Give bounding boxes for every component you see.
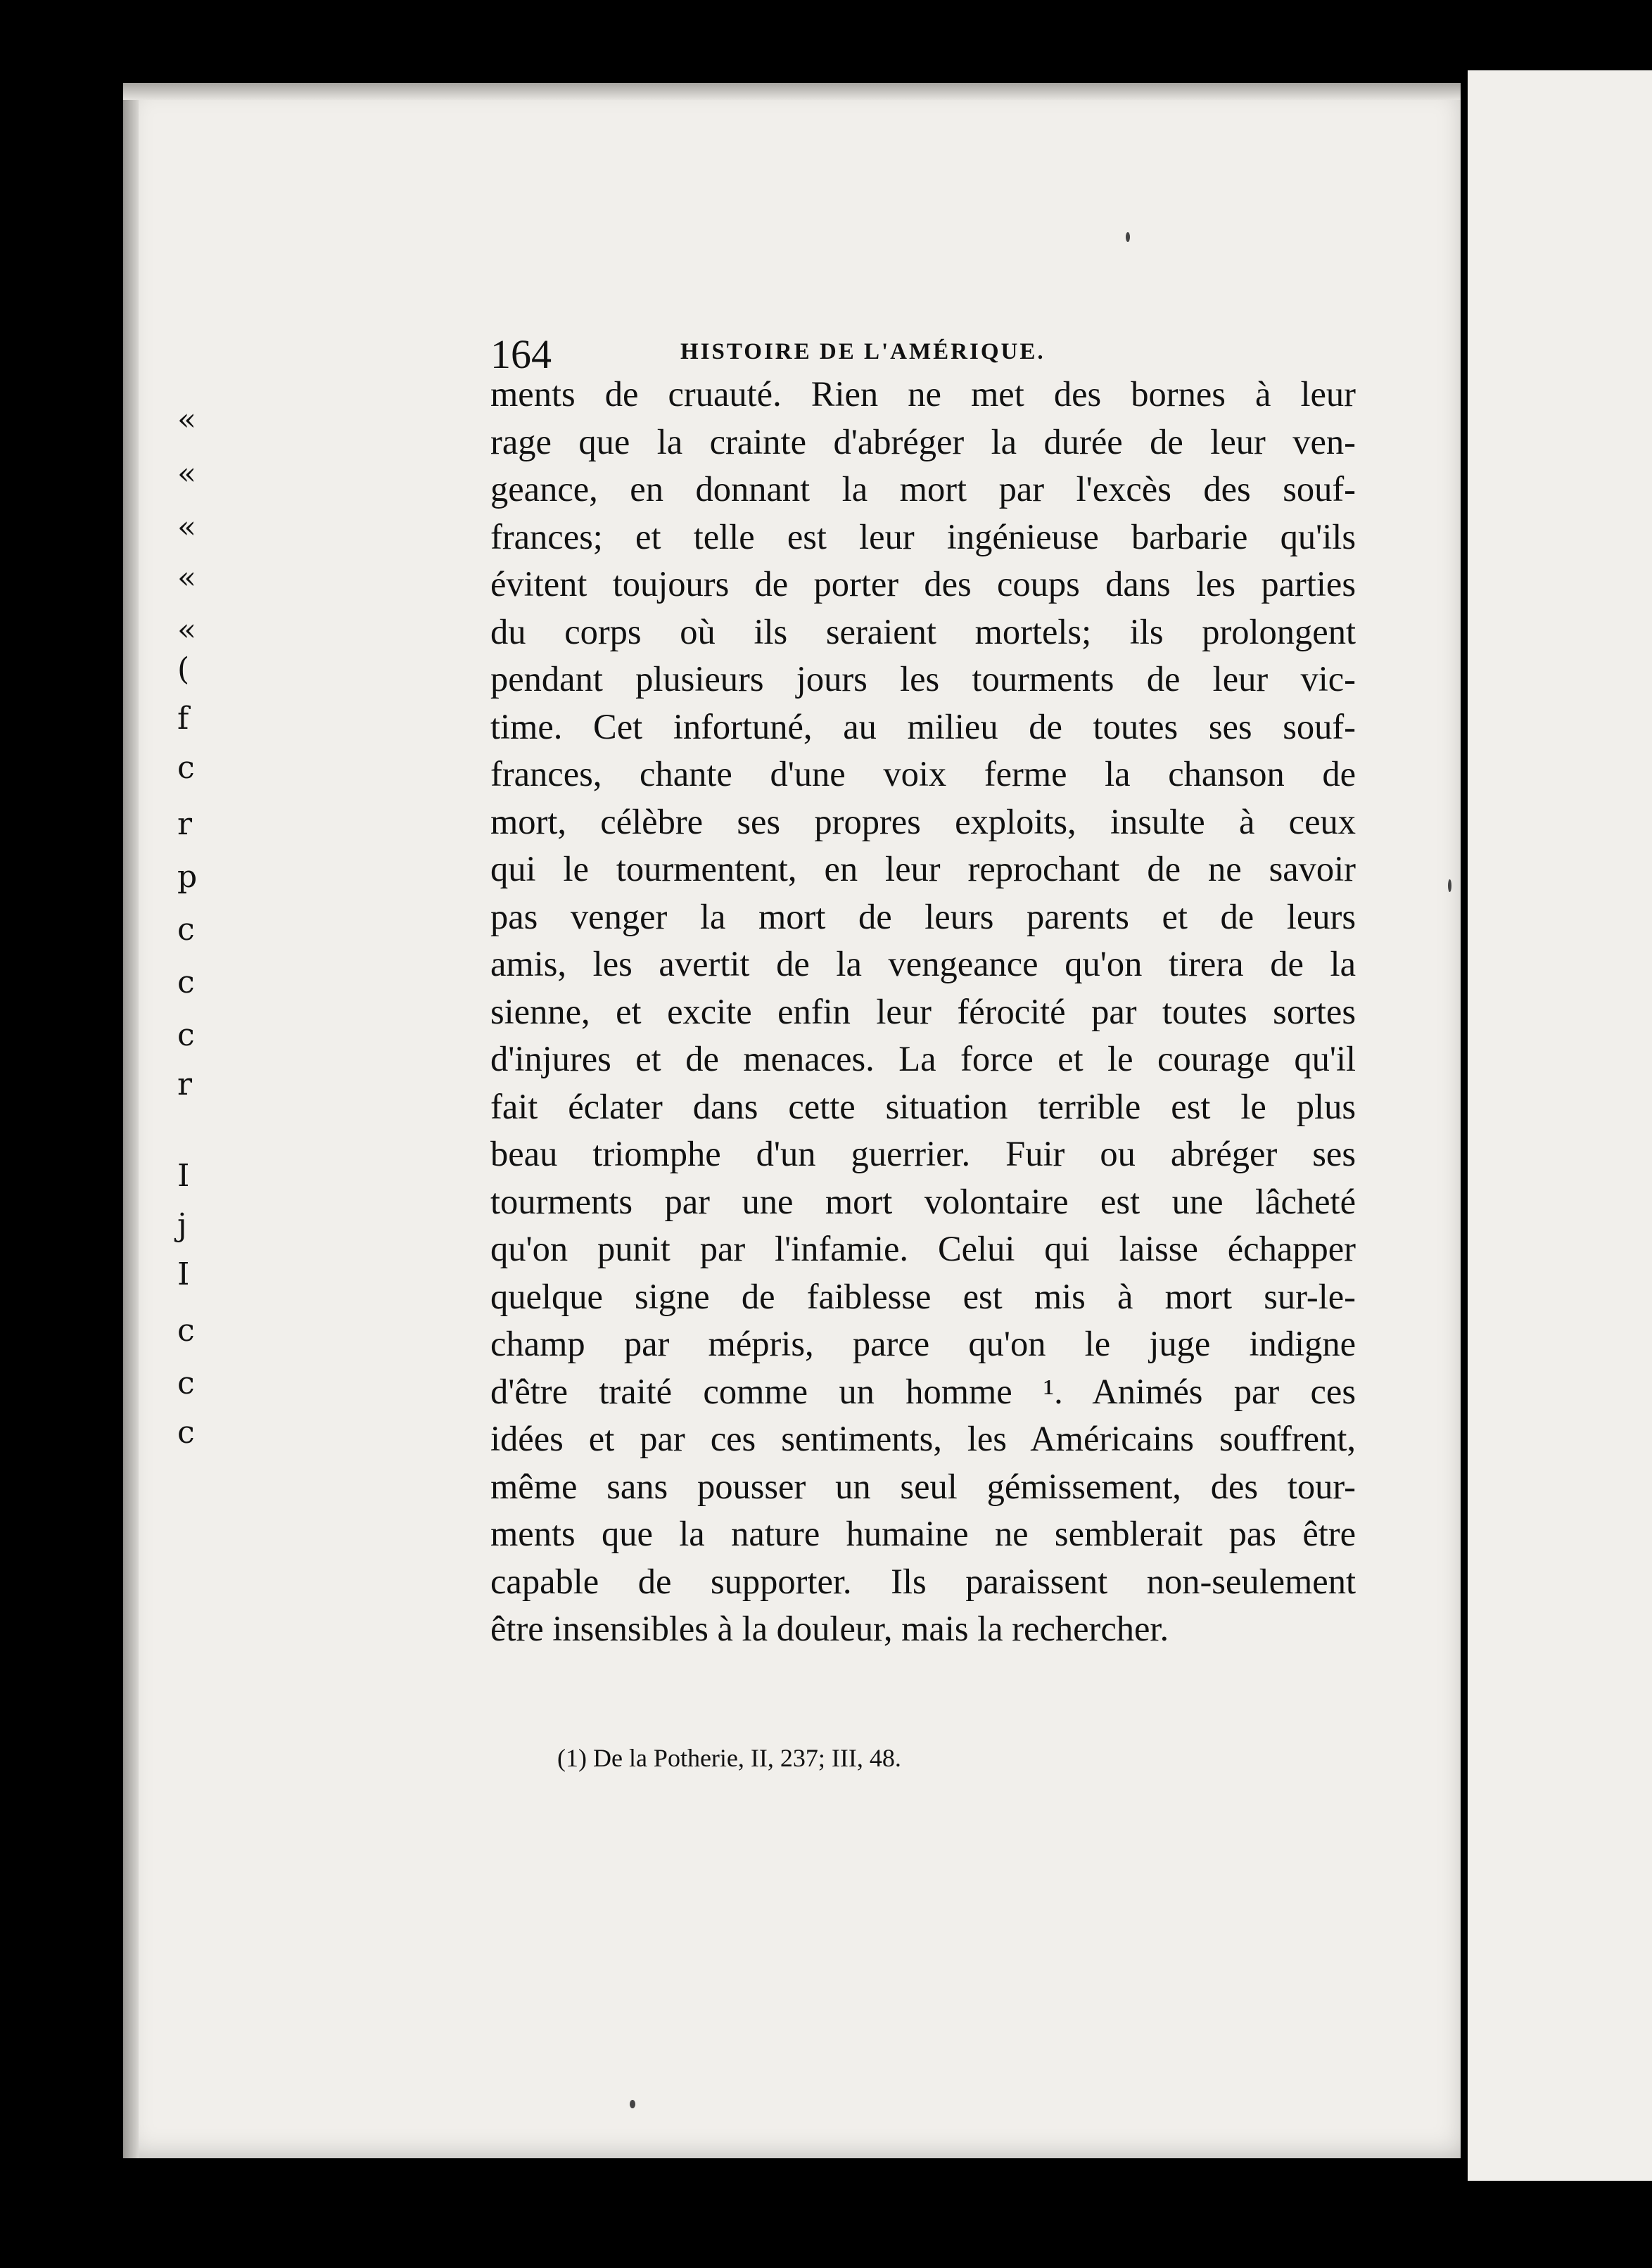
text-line: time. Cet infortuné, au milieu de toutes ses souf-: [490, 706, 1356, 746]
text-line: rage que la crainte d'abréger la durée de leur ven-: [490, 421, 1356, 461]
text-line: sienne, et excite enfin leur férocité par toutes sortes: [490, 991, 1356, 1031]
adjacent-page-glyph: «: [177, 509, 196, 545]
footnote: (1) De la Potherie, II, 237; III, 48.: [557, 1744, 901, 1772]
adjacent-page-glyph: «: [177, 612, 196, 648]
adjacent-page-glyph: (: [177, 651, 190, 687]
adjacent-page-glyph: I: [177, 1256, 190, 1292]
running-title: HISTOIRE DE L'AMÉRIQUE.: [680, 339, 1046, 364]
adjacent-page-glyph: «: [177, 456, 196, 492]
text-line: tourments par une mort volontaire est une lâcheté: [490, 1181, 1356, 1221]
text-line: évitent toujours de porter des coups dans les parties: [490, 564, 1356, 604]
text-line: idées et par ces sentiments, les Américains souffrent,: [490, 1419, 1356, 1458]
text-line: ments que la nature humaine ne semblerait pas être: [490, 1514, 1356, 1553]
page-edge-left: [123, 83, 139, 2158]
adjacent-page-glyph: c: [177, 1415, 195, 1451]
adjacent-page-glyph: r: [177, 1066, 193, 1102]
adjacent-page-glyph: c: [177, 1365, 195, 1401]
scan-speck: [630, 2100, 635, 2108]
text-line: pendant plusieurs jours les tourments de leur vic-: [490, 659, 1356, 699]
text-line: d'injures et de menaces. La force et le courage qu'il: [490, 1039, 1356, 1078]
adjacent-page-glyph: «: [177, 560, 196, 596]
text-line: geance, en donnant la mort par l'excès des souf-: [490, 469, 1356, 509]
adjacent-page-glyph: c: [177, 1313, 195, 1349]
text-line: fait éclater dans cette situation terrible est le plus: [490, 1086, 1356, 1126]
text-line: mort, célèbre ses propres exploits, insulte à ceux: [490, 801, 1356, 841]
adjacent-page-glyph: f: [177, 701, 189, 737]
text-line: qu'on punit par l'infamie. Celui qui laisse échapper: [490, 1229, 1356, 1268]
adjacent-page-glyph: «: [177, 402, 196, 438]
adjacent-page-glyph: r: [177, 806, 193, 842]
text-line: champ par mépris, parce qu'on le juge indigne: [490, 1324, 1356, 1363]
scan-speck: [1126, 232, 1130, 242]
text-line: pas venger la mort de leurs parents et de leurs: [490, 896, 1356, 936]
page-number: 164: [490, 331, 552, 377]
text-line: capable de supporter. Ils paraissent non-seulement: [490, 1561, 1356, 1601]
adjacent-page-glyph: j: [177, 1207, 187, 1243]
text-line: être insensibles à la douleur, mais la rechercher.: [490, 1609, 1169, 1648]
adjacent-page-glyph: c: [177, 1017, 195, 1053]
adjacent-page: [1461, 70, 1652, 2181]
text-line: beau triomphe d'un guerrier. Fuir ou abréger ses: [490, 1134, 1356, 1173]
adjacent-page-glyph: I: [177, 1158, 190, 1194]
text-line: qui le tourmentent, en leur reprochant de ne savoir: [490, 849, 1356, 888]
text-line: ments de cruauté. Rien ne met des bornes à leur: [490, 374, 1356, 414]
body-text: [490, 371, 1356, 1653]
scan-speck: [1448, 879, 1451, 892]
adjacent-page-glyph: p: [177, 859, 198, 895]
text-line: frances; et telle est leur ingénieuse barbarie qu'ils: [490, 516, 1356, 556]
adjacent-page-glyph: c: [177, 912, 195, 948]
text-line: même sans pousser un seul gémissement, des tour-: [490, 1466, 1356, 1506]
text-line: du corps où ils seraient mortels; ils prolongent: [490, 611, 1356, 651]
adjacent-page-glyph: c: [177, 964, 195, 1000]
page-edge-top: [123, 83, 1467, 100]
text-line: quelque signe de faiblesse est mis à mort sur-le-: [490, 1276, 1356, 1316]
adjacent-page-glyph: c: [177, 750, 195, 786]
text-line: d'être traité comme un homme ¹. Animés par ces: [490, 1371, 1356, 1411]
page-gutter: [1461, 70, 1468, 2181]
text-line: amis, les avertit de la vengeance qu'on tirera de la: [490, 944, 1356, 983]
text-line: frances, chante d'une voix ferme la chanson de: [490, 754, 1356, 794]
